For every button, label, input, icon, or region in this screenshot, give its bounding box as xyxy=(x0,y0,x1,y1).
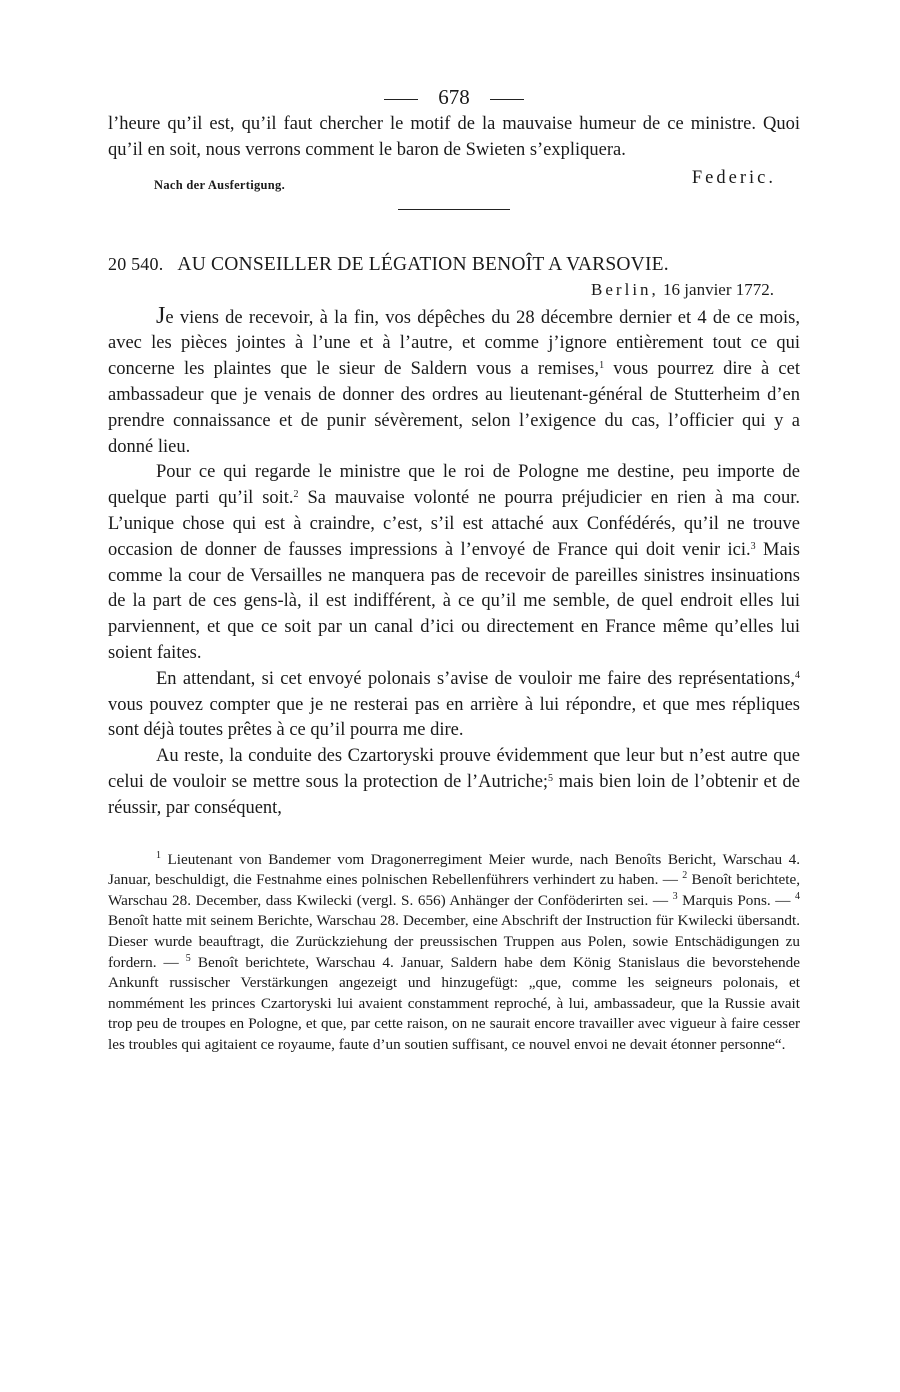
page-number: 678 xyxy=(438,85,470,109)
drop-initial: J xyxy=(156,302,166,329)
letter-paragraph-1: Je viens de recevoir, à la fin, vos dépêches du 28 décembre dernier et 4 de ce mois, avec les pièces jointes à l’une et à l’autre, et comme j’ignore entièrement tout ce qui concerne les plaintes que le sieur de Saldern vous a remises,$^1$ vous pourrez dire à cet ambassadeur que je venais de donner des ordres au lieutenant-général de Stutterheim d’en prendre connaissance et de punir sévèrement, selon l’exigence du cas, l’officier qui y a donné lieu. xyxy=(108,302,800,457)
footnote-3: Marquis Pons. — xyxy=(677,891,795,909)
footnote-2: Benoît berichtete, Warschau 28. December, dass Kwilecki (vergl. S. 656) Anhänger der Conföderirten sei. — xyxy=(108,871,800,909)
footnote-ref-5: 5 xyxy=(548,772,554,784)
footnote-1: Lieutenant von Bandemer vom Dragonerregiment Meier wurde, nach Benoîts Bericht, Warschau 4. Januar, beschuldigt, die Festnahme eines polnischen Rebellenführers verhindert zu haben. — xyxy=(108,850,800,889)
footnote-4: Benoît hatte mit seinem Berichte, Warschau 28. December, eine Abschrift der Instruction für Kwilecki übersandt. Dieser wurde beauftragt, die Zurückziehung der preussischen Truppen aus Polen, sowie Entschädigungen zu fordern. — xyxy=(108,912,800,971)
footnote-ref-3: 3 xyxy=(750,540,756,552)
footnotes-text xyxy=(108,850,800,1056)
footnote-ref-4: 4 xyxy=(795,669,800,681)
letter-number: 20 540. xyxy=(108,253,164,274)
header-dash-right xyxy=(490,99,524,100)
letter-paragraph-3: En attendant, si cet envoyé polonais s’avise de vouloir me faire des représentations,$^4$ vous pouvez compter que je ne resterai pas en arrière à lui répondre, et que mes répliques sont déjà toutes prêtes à ce qu’il pourra me dire. xyxy=(108,668,800,741)
footnote-marker-4: 4 xyxy=(795,890,800,902)
closing-block xyxy=(108,164,800,193)
letter-paragraph-4: Au reste, la conduite des Czartoryski prouve évidemment que leur but n’est autre que celui de vouloir se mettre sous la protection de l’Autriche;$^5$ mais bien loin de l’obtenir et de réussir, par conséquent, xyxy=(108,746,800,818)
page-header xyxy=(108,82,800,112)
footnote-ref-2: 2 xyxy=(293,489,299,501)
place-date-line xyxy=(108,280,774,300)
footnote-marker-3: 3 xyxy=(672,890,678,902)
continuation-text: l’heure qu’il est, qu’il faut chercher le motif de la mauvaise humeur de ce ministre. Quoi qu’il en soit, nous verrons comment le baron de Swieten s’expliquera. xyxy=(108,114,800,160)
letter-title: AU CONSEILLER DE LÉGATION BENOÎT A VARSOVIE. xyxy=(177,253,669,275)
header-dash-left xyxy=(384,99,418,100)
letter-body xyxy=(108,304,800,822)
letter-heading xyxy=(108,254,800,276)
footnote-ref-1: 1 xyxy=(599,360,605,372)
footnote-marker-2: 2 xyxy=(682,870,688,882)
section-divider xyxy=(398,209,510,210)
continuation-paragraph xyxy=(108,112,800,164)
source-note: Nach der Ausfertigung. xyxy=(154,177,286,192)
footnote-marker-1: 1 xyxy=(156,849,161,861)
footnote-marker-5: 5 xyxy=(185,952,191,964)
signature: Federic. xyxy=(691,167,776,188)
letter-place: Berlin, xyxy=(591,279,659,299)
footnotes xyxy=(108,850,800,1056)
letter-date: 16 janvier 1772. xyxy=(663,279,774,299)
footnote-5: Benoît berichtete, Warschau 4. Januar, Saldern habe dem König Stanislaus die bevorstehende Ankunft russischer Verstärkungen angezeigt und hinzugefügt: „que, comme les seigneurs polonais, et nommément les princes Czartoryski lui avaient constamment reproché, à lui, ambassadeur, que la Russie avait trop peu de troupes en Pologne, et que, par cette raison, on ne saurait encore travailler avec vigueur à faire cesser les troubles qui agitaient ce royaume, faute d’un soutien suffisant, ce nouvel envoi ne devait étonner personne“. xyxy=(108,953,800,1053)
letter-paragraph-2: Pour ce qui regarde le ministre que le roi de Pologne me destine, peu importe de quelque parti qu’il soit.$^2$ Sa mauvaise volonté ne pourra préjudicier en rien à ma cour. L’unique chose qui est à craindre, c’est, s’il est attaché aux Confédérés, qu’il ne trouve occasion de donner de fausses impressions à l’envoyé de France qui doit venir ici.$^3$ Mais comme la cour de Versailles ne manquera pas de recevoir de pareilles sinistres insinuations de la part de ces gens-là, il est indifférent, à ce qu’il me semble, de quel endroit elles lui parviennent, et que ce soit par un canal d’ici ou directement en France même qu’elles lui soient faites. xyxy=(108,462,801,663)
document-page xyxy=(108,82,800,1055)
